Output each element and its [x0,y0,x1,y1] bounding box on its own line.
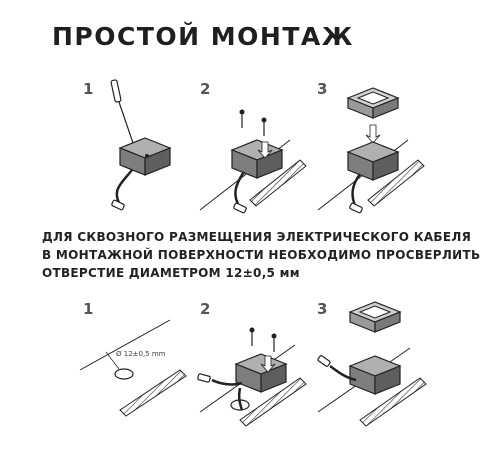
junction-box-icon [120,138,170,175]
bottom-step-3-illustration [317,302,426,426]
drilled-hole-icon [115,369,133,379]
frame-icon [350,302,400,332]
plug-icon [197,374,210,383]
top-step-2-number: 2 [200,80,211,98]
plug-icon [111,200,124,211]
top-step-1-illustration [111,80,170,211]
cable-icon [117,170,132,205]
top-step-3-illustration [318,88,424,213]
note-line-3: ОТВЕРСТИЕ ДИАМЕТРОМ 12±0,5 мм [42,266,300,280]
bottom-step-3-number: 3 [317,300,328,318]
top-step-2-illustration [200,110,306,214]
note-line-2: В МОНТАЖНОЙ ПОВЕРХНОСТИ НЕОБХОДИМО ПРОСВЕРЛИТЬ [42,248,481,262]
screw-icon [250,328,277,353]
junction-box-icon [348,142,398,180]
plug-icon [233,203,246,214]
junction-box-icon [236,354,286,392]
junction-box-icon [232,140,282,178]
plug-icon [317,355,330,367]
plug-icon [349,203,362,214]
frame-icon [348,88,398,118]
screwdriver-icon [111,80,133,143]
cable-icon [353,174,360,208]
note-line-1: ДЛЯ СКВОЗНОГО РАЗМЕЩЕНИЯ ЭЛЕКТРИЧЕСКОГО КАБЕЛЯ [42,230,472,244]
page-title: ПРОСТОЙ МОНТАЖ [52,22,354,51]
junction-box-icon [350,356,400,394]
bottom-step-2-number: 2 [200,300,211,318]
top-step-1-number: 1 [83,80,94,98]
bottom-step-1-illustration [80,320,186,416]
hole-diameter-label: Ø 12±0,5 mm [116,350,166,358]
bottom-step-2-illustration [197,328,306,427]
top-step-3-number: 3 [317,80,328,98]
screw-icon [240,110,267,137]
bottom-step-1-number: 1 [83,300,94,318]
down-arrow-icon [366,125,380,143]
